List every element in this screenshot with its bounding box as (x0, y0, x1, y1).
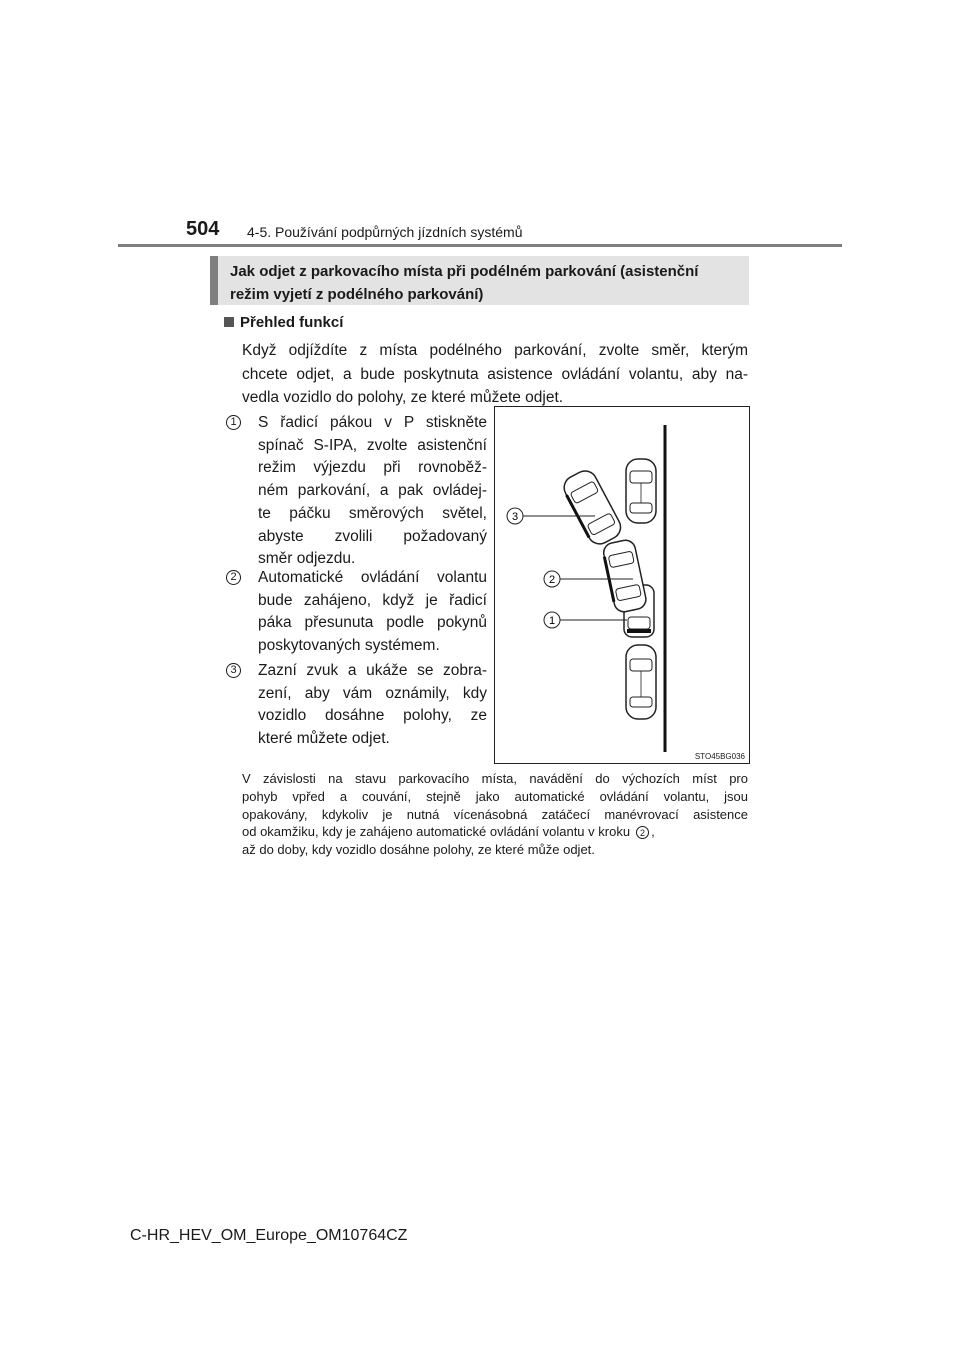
step-line: Automatické ovládání volantu (258, 569, 487, 586)
parked-car-front-icon (626, 459, 656, 523)
step-line: te páčku směrových světel, (258, 504, 487, 522)
step-line: bude zahájeno, když je řadicí (258, 591, 487, 609)
callout-1 (544, 612, 627, 628)
step-line: zení, aby vám oznámily, kdy (258, 684, 487, 702)
callout-2-label: 2 (548, 574, 556, 586)
note-line: opakovány, kdykoliv je nutná vícenásobná zatáčecí manévrovací asistence (242, 806, 748, 822)
step-line: spínač S-IPA, zvolte asistenční (258, 436, 487, 454)
step-text (258, 660, 487, 751)
step-line: poskytovaných systémem. (258, 637, 440, 655)
callout-1-label: 1 (548, 615, 556, 627)
intro-line: chcete odjet, a bude poskytnuta asistence ovládání volantu, aby na- (242, 365, 748, 383)
note-line: V závislosti na stavu parkovacího místa, navádění do výchozích míst pro (242, 771, 748, 786)
footer-doc-code: C-HR_HEV_OM_Europe_OM10764CZ (130, 1227, 408, 1244)
header-rule (118, 244, 842, 247)
topic-header-line: režim vyjetí z podélného parkování) (230, 286, 484, 303)
subheading-text: Přehled funkcí (240, 314, 344, 331)
step-line: vozidlo dosáhne polohy, ze (258, 707, 487, 725)
step-line: směr odjezdu. (258, 550, 356, 568)
topic-header-line: Jak odjet z parkovacího místa při podélném parkování (asistenční (230, 263, 699, 280)
note-paragraph (242, 770, 748, 859)
intro-line: Když odjíždíte z místa podélného parkování, zvolte směr, kterým (242, 342, 748, 359)
callout-3-label: 3 (511, 511, 519, 523)
step-text (258, 412, 487, 571)
step-number-badge: 2 (226, 570, 241, 585)
intro-line: vedla vozidlo do polohy, ze které můžete odjet. (242, 389, 564, 406)
note-line: až do doby, kdy vozidlo dosáhne polohy, ze které může odjet. (242, 842, 595, 858)
note-line (242, 823, 748, 841)
vehicle-position-3-icon (560, 467, 625, 548)
note-line-end: , (651, 824, 655, 840)
step-number-badge: 1 (226, 415, 241, 430)
step-line: ném parkování, a pak ovládej- (258, 482, 487, 500)
note-line: pohyb vpřed a couvání, stejně jako automatické ovládání volantu, jsou (242, 788, 748, 804)
step-line: režim výjezdu při rovnoběž- (258, 459, 487, 477)
figure-code: STO45BG036 (694, 752, 745, 761)
step-reference-badge: 2 (636, 826, 649, 839)
step-3 (226, 660, 489, 751)
section-title: 4-5. Používání podpůrných jízdních systémů (247, 224, 523, 240)
parked-car-rear-icon (626, 645, 656, 719)
parking-diagram-svg (495, 407, 751, 765)
step-line: páka přesunuta podle pokynů (258, 614, 487, 632)
intro-paragraph (242, 339, 748, 410)
square-bullet-icon (224, 317, 234, 327)
parking-illustration (494, 406, 750, 764)
note-line-text: od okamžiku, kdy je zahájeno automatické ovládání volantu v kroku (242, 824, 631, 840)
page-number: 504 (186, 218, 220, 240)
topic-header-box (210, 256, 749, 305)
step-1 (226, 412, 489, 571)
vehicle-position-2-icon (602, 538, 648, 613)
subheading (224, 314, 343, 331)
step-line: abyste zvolili požadovaný (258, 527, 487, 545)
step-line: které můžete odjet. (258, 730, 390, 748)
step-text (258, 567, 487, 658)
step-line: Zazní zvuk a ukáže se zobra- (258, 662, 487, 679)
step-2 (226, 567, 489, 658)
step-line: S řadicí pákou v P stiskněte (258, 414, 487, 431)
step-number-badge: 3 (226, 663, 241, 678)
